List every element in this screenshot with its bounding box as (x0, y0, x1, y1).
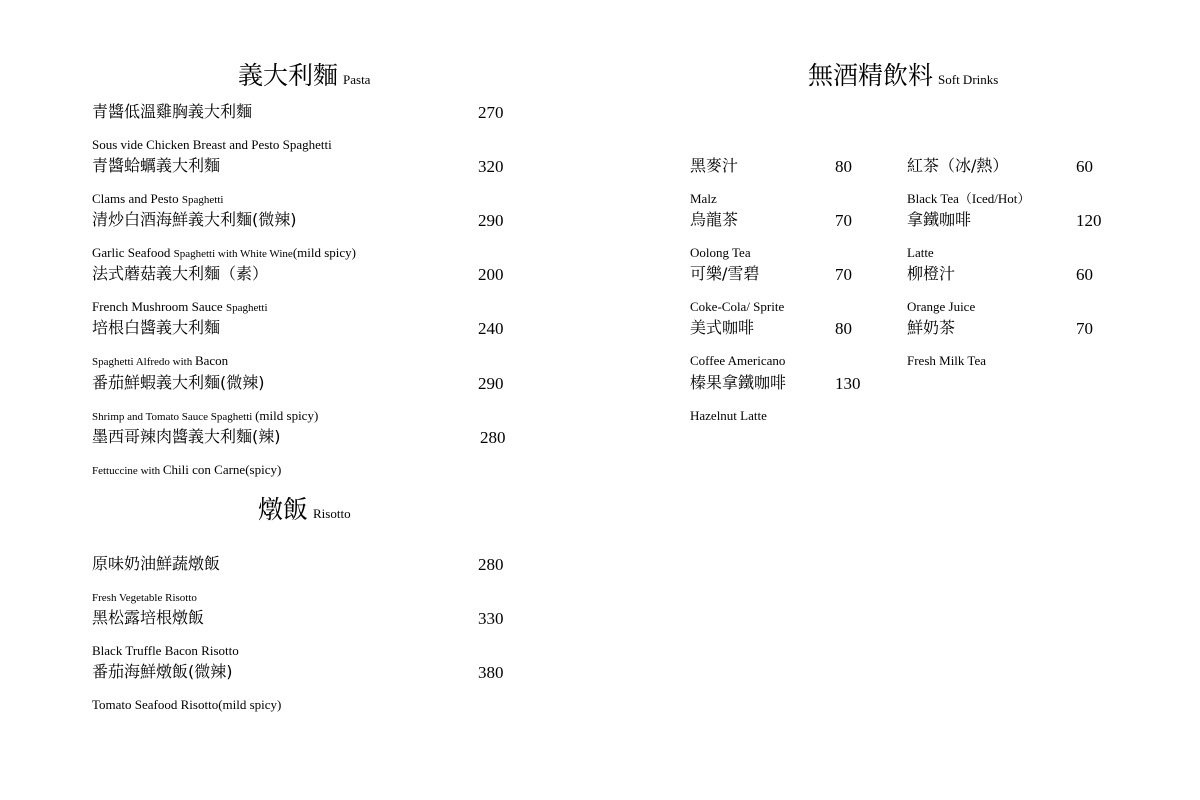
item-name-en (92, 462, 281, 479)
drink-name-en: Latte (907, 245, 934, 260)
item-name-en-part: Clams and Pesto (92, 191, 182, 206)
pasta-title-zh: 義大利麵 (238, 61, 339, 90)
risotto-title-zh: 燉飯 (258, 495, 309, 524)
item-name-en (92, 408, 318, 425)
menu-item (92, 264, 268, 316)
item-price: 380 (478, 663, 504, 682)
item-price: 330 (478, 609, 504, 628)
drink-name-zh: 柳橙汁 (907, 264, 956, 283)
drink-price: 80 (835, 319, 852, 338)
drink-price: 70 (1076, 319, 1093, 338)
drink-name-en: Oolong Tea (690, 245, 751, 260)
item-name-en (92, 245, 356, 262)
drink-item (690, 318, 785, 369)
item-name-zh: 法式蘑菇義大利麵（素） (92, 264, 269, 283)
item-name-en-part: Bacon (194, 353, 229, 368)
item-name-en-part: Spaghetti Alfredo with (92, 356, 195, 368)
item-price: 320 (478, 157, 504, 176)
item-price: 280 (478, 555, 504, 574)
drink-name-zh: 美式咖啡 (690, 318, 755, 337)
drink-item (907, 264, 975, 315)
drink-item (690, 373, 786, 424)
drink-item (907, 156, 1030, 207)
menu-item (92, 662, 281, 713)
item-name-zh: 墨西哥辣肉醬義大利麵(辣) (92, 427, 281, 446)
item-price: 290 (478, 211, 504, 230)
item-name-en-part: French Mushroom Sauce (92, 299, 226, 314)
drink-item (907, 210, 971, 261)
drink-price: 60 (1076, 265, 1093, 284)
item-name-zh: 原味奶油鮮蔬燉飯 (92, 554, 221, 573)
drinks-title-zh: 無酒精飲料 (808, 61, 934, 90)
drink-name-zh: 榛果拿鐵咖啡 (690, 373, 787, 392)
item-name-zh: 番茄鮮蝦義大利麵(微辣) (92, 373, 265, 392)
menu-item (92, 608, 239, 659)
drink-name-zh: 紅茶（冰/熱） (907, 156, 1009, 175)
item-name-zh: 清炒白酒海鮮義大利麵(微辣) (92, 210, 297, 229)
item-price: 240 (478, 319, 504, 338)
drink-name-en: Malz (690, 191, 717, 206)
item-name-en (92, 697, 281, 713)
item-name-en-part: Chili con Carne(spicy) (162, 462, 282, 477)
drink-name-zh: 可樂/雪碧 (690, 264, 760, 283)
drink-name-zh: 鮮奶茶 (907, 318, 956, 337)
drink-price: 80 (835, 157, 852, 176)
drink-name-en: Orange Juice (907, 299, 976, 314)
drinks-title-en: Soft Drinks (938, 72, 999, 87)
risotto-section-title (258, 497, 351, 522)
risotto-title-en: Risotto (313, 506, 351, 521)
item-name-en-part: Garlic Seafood (92, 245, 174, 260)
drink-item (690, 210, 751, 261)
drink-name-zh: 黑麥汁 (690, 156, 739, 175)
item-price: 270 (478, 103, 504, 122)
item-price: 280 (480, 428, 506, 447)
drink-name-en: Black Tea（Iced/Hot） (907, 191, 1031, 206)
item-name-zh: 番茄海鮮燉飯(微辣) (92, 662, 233, 681)
item-name-en (92, 353, 228, 370)
drink-item (690, 264, 784, 315)
item-name-en-part: (mild spicy) (292, 245, 356, 260)
item-name-en-part: Tomato Seafood Risotto(mild spicy) (92, 697, 282, 712)
item-name-en-part: Spaghetti with White Wine (173, 248, 293, 260)
pasta-section-title (238, 63, 370, 88)
item-price: 290 (478, 374, 504, 393)
drink-price: 60 (1076, 157, 1093, 176)
drink-price: 120 (1076, 211, 1102, 230)
item-name-en-part: Black Truffle Bacon Risotto (92, 643, 239, 658)
item-name-en-part: Sous vide Chicken Breast and Pesto Spaghetti (92, 137, 332, 152)
menu-item (92, 318, 228, 370)
drink-name-zh: 烏龍茶 (690, 210, 739, 229)
item-name-zh: 黑松露培根燉飯 (92, 608, 205, 627)
menu-item (92, 102, 332, 153)
menu-item (92, 427, 281, 479)
item-name-zh: 青醬低溫雞胸義大利麵 (92, 102, 253, 121)
pasta-title-en: Pasta (343, 72, 371, 87)
drink-item (907, 318, 986, 369)
item-name-en-part: Fettuccine with (92, 465, 163, 477)
menu-item (92, 156, 223, 208)
drink-name-zh: 拿鐵咖啡 (907, 210, 972, 229)
item-name-zh: 培根白醬義大利麵 (92, 318, 221, 337)
drink-name-en: Coke-Cola/ Sprite (690, 299, 785, 314)
menu-item (92, 373, 318, 425)
drink-price: 70 (835, 211, 852, 230)
drink-name-en: Hazelnut Latte (690, 408, 767, 423)
item-name-en (92, 299, 268, 316)
drink-item (690, 156, 738, 207)
item-name-en-part: Fresh Vegetable Risotto (92, 592, 197, 604)
item-name-en (92, 589, 220, 606)
item-name-en (92, 137, 332, 153)
item-price: 200 (478, 265, 504, 284)
item-name-zh: 青醬蛤蠣義大利麵 (92, 156, 221, 175)
drinks-section-title (808, 63, 998, 88)
drink-price: 70 (835, 265, 852, 284)
item-name-en (92, 191, 223, 208)
drink-name-en: Fresh Milk Tea (907, 353, 987, 368)
drink-price: 130 (835, 374, 861, 393)
item-name-en-part: (mild spicy) (255, 408, 319, 423)
item-name-en-part: Spaghetti (225, 302, 268, 314)
item-name-en (92, 643, 239, 659)
drink-name-en: Coffee Americano (690, 353, 786, 368)
item-name-en-part: Shrimp and Tomato Sauce Spaghetti (92, 411, 256, 423)
menu-item (92, 210, 356, 262)
item-name-en-part: Spaghetti (181, 194, 224, 206)
menu-item (92, 554, 220, 606)
